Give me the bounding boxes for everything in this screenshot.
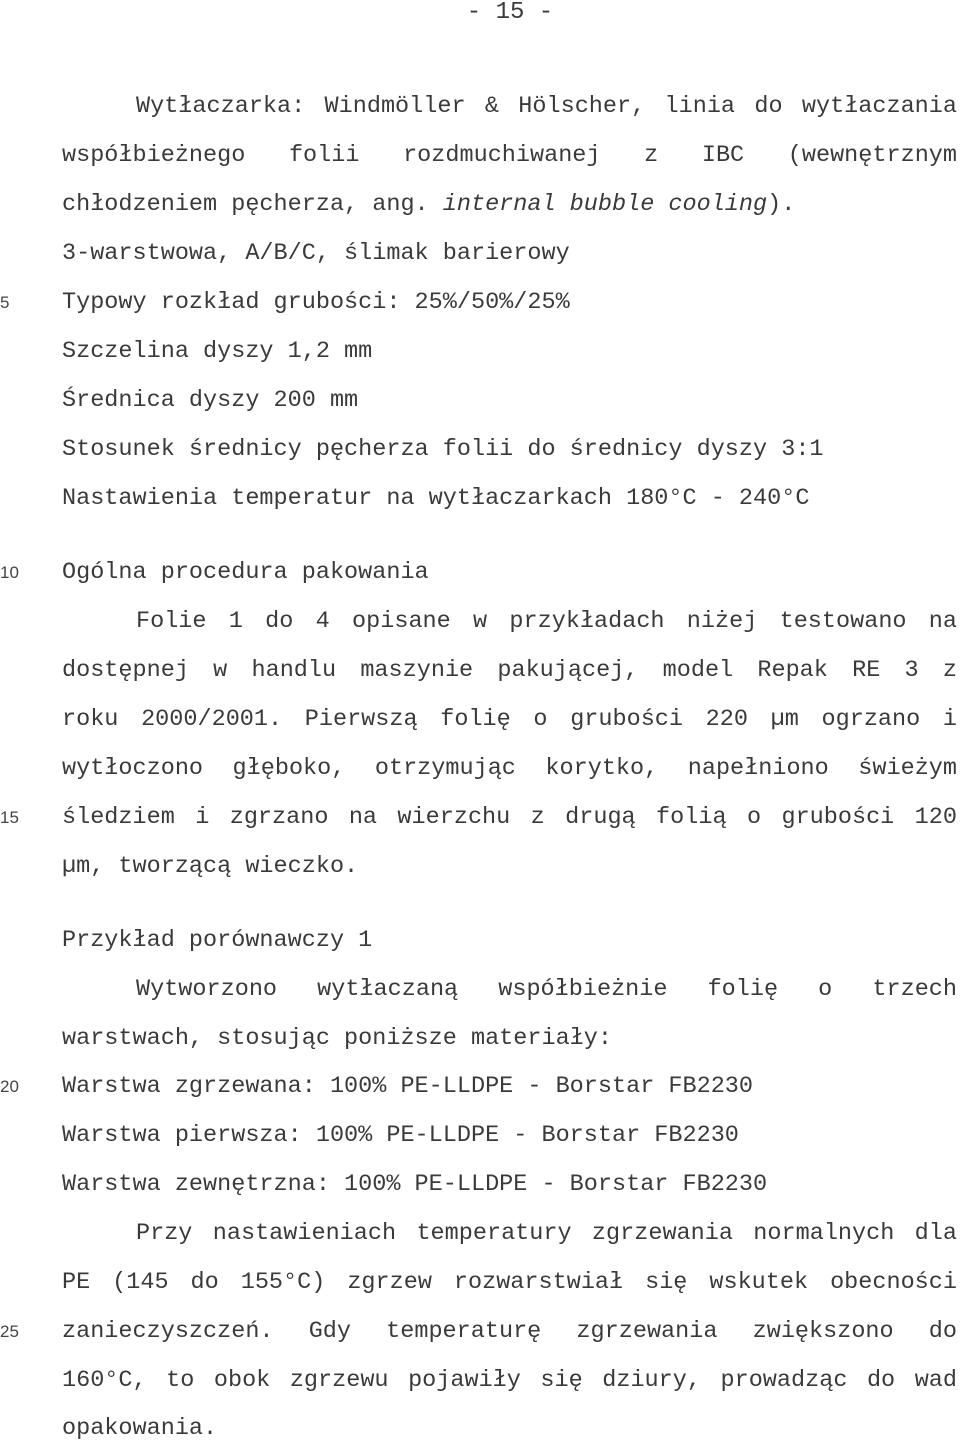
text-line: dostępnej w handlu maszynie pakującej, model Repak RE 3 z <box>62 657 957 684</box>
text-line: roku 2000/2001. Pierwszą folię o grubości 220 µm ogrzano i <box>62 706 957 733</box>
text-line: Warstwa zewnętrzna: 100% PE-LLDPE - Borstar FB2230 <box>62 1171 768 1198</box>
text-line: Nastawienia temperatur na wytłaczarkach 180°C - 240°C <box>62 485 810 512</box>
section-heading: Ogólna procedura pakowania <box>62 559 429 586</box>
text-line: Folie 1 do 4 opisane w przykładach niżej testowano na <box>136 608 957 635</box>
text-line: opakowania. <box>62 1415 218 1442</box>
line-number-15: 15 <box>0 808 19 827</box>
italic-term: internal bubble cooling <box>442 191 768 218</box>
text-line: Średnica dyszy 200 mm <box>62 387 359 414</box>
text-line: Wytworzono wytłaczaną współbieżnie folię o trzech <box>136 976 957 1003</box>
text-line: Stosunek średnicy pęcherza folii do średnicy dyszy 3:1 <box>62 436 824 463</box>
text-span: ). <box>767 191 796 218</box>
text-line: PE (145 do 155°C) zgrzew rozwarstwiał się wskutek obecności <box>62 1269 957 1296</box>
text-line: Typowy rozkład grubości: 25%/50%/25% <box>62 289 570 316</box>
line-number-10: 10 <box>0 563 19 582</box>
text-line: Warstwa pierwsza: 100% PE-LLDPE - Borstar FB2230 <box>62 1122 739 1149</box>
text-line: Warstwa zgrzewana: 100% PE-LLDPE - Borstar FB2230 <box>62 1073 754 1100</box>
text-line: śledziem i zgrzano na wierzchu z drugą folią o grubości 120 <box>62 804 957 831</box>
text-line: 3-warstwowa, A/B/C, ślimak barierowy <box>62 240 570 267</box>
page-number: - 15 - <box>466 0 554 26</box>
text-span: chłodzeniem pęcherza, ang. <box>62 191 443 218</box>
line-number-5: 5 <box>0 293 10 312</box>
section-heading: Przykład porównawczy 1 <box>62 927 373 954</box>
text-line: Przy nastawieniach temperatury zgrzewania normalnych dla <box>136 1220 957 1247</box>
line-number-25: 25 <box>0 1322 19 1341</box>
text-line: Wytłaczarka: Windmöller & Hölscher, linia do wytłaczania <box>136 93 957 120</box>
line-number-20: 20 <box>0 1077 19 1096</box>
text-line: 160°C, to obok zgrzewu pojawiły się dziury, prowadząc do wad <box>62 1367 957 1394</box>
text-line: współbieżnego folii rozdmuchiwanej z IBC (wewnętrznym <box>62 142 957 169</box>
text-line: warstwach, stosując poniższe materiały: <box>62 1025 612 1052</box>
text-line: wytłoczono głęboko, otrzymując korytko, napełniono świeżym <box>62 755 957 782</box>
text-line: Szczelina dyszy 1,2 mm <box>62 338 373 365</box>
text-line <box>62 190 795 220</box>
text-line: zanieczyszczeń. Gdy temperaturę zgrzewania zwiększono do <box>62 1318 957 1345</box>
text-line: µm, tworzącą wieczko. <box>62 853 359 880</box>
